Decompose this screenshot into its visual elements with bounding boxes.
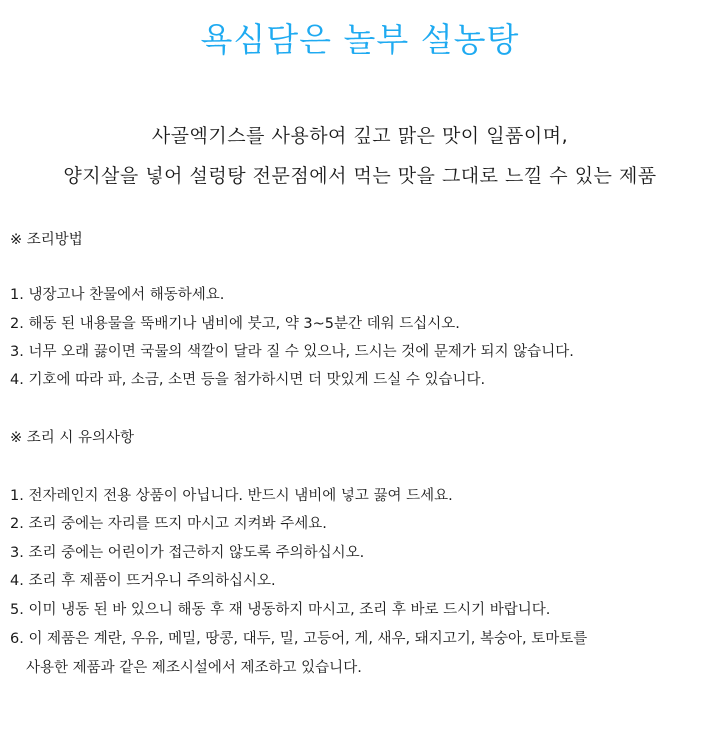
- caution-item-continuation: 사용한 제품과 같은 제조시설에서 제조하고 있습니다.: [26, 660, 362, 676]
- caution-item: 3. 조리 중에는 어린이가 접근하지 않도록 주의하십시오.: [10, 545, 365, 561]
- caution-item: 2. 조리 중에는 자리를 뜨지 마시고 지켜봐 주세요.: [10, 516, 327, 532]
- cooking-heading: ※ 조리방법: [10, 232, 83, 248]
- cautions-heading: ※ 조리 시 유의사항: [10, 430, 135, 446]
- caution-item: 5. 이미 냉동 된 바 있으니 해동 후 재 냉동하지 마시고, 조리 후 바로 드시기 바랍니다.: [10, 602, 551, 618]
- intro-line-2: 양지살을 넣어 설렁탕 전문점에서 먹는 맛을 그대로 느낄 수 있는 제품: [63, 165, 657, 187]
- cooking-step: 1. 냉장고나 찬물에서 해동하세요.: [10, 287, 225, 303]
- cooking-step: 3. 너무 오래 끓이면 국물의 색깔이 달라 질 수 있으나, 드시는 것에 문제가 되지 않습니다.: [10, 344, 574, 360]
- caution-item: 4. 조리 후 제품이 뜨거우니 주의하십시오.: [10, 573, 276, 589]
- page-title: 욕심담은 놀부 설농탕: [200, 20, 520, 59]
- caution-item: 1. 전자레인지 전용 상품이 아닙니다. 반드시 냄비에 넣고 끓여 드세요.: [10, 488, 453, 504]
- intro-line-1: 사골엑기스를 사용하여 깊고 맑은 맛이 일품이며,: [151, 125, 569, 147]
- caution-item: 6. 이 제품은 계란, 우유, 메밀, 땅콩, 대두, 밀, 고등어, 게, 새우, 돼지고기, 복숭아, 토마토를: [10, 631, 588, 647]
- cooking-step: 2. 해동 된 내용물을 뚝배기나 냄비에 붓고, 약 3~5분간 데워 드십시오.: [10, 316, 460, 332]
- cooking-step: 4. 기호에 따라 파, 소금, 소면 등을 첨가하시면 더 맛있게 드실 수 있습니다.: [10, 372, 486, 388]
